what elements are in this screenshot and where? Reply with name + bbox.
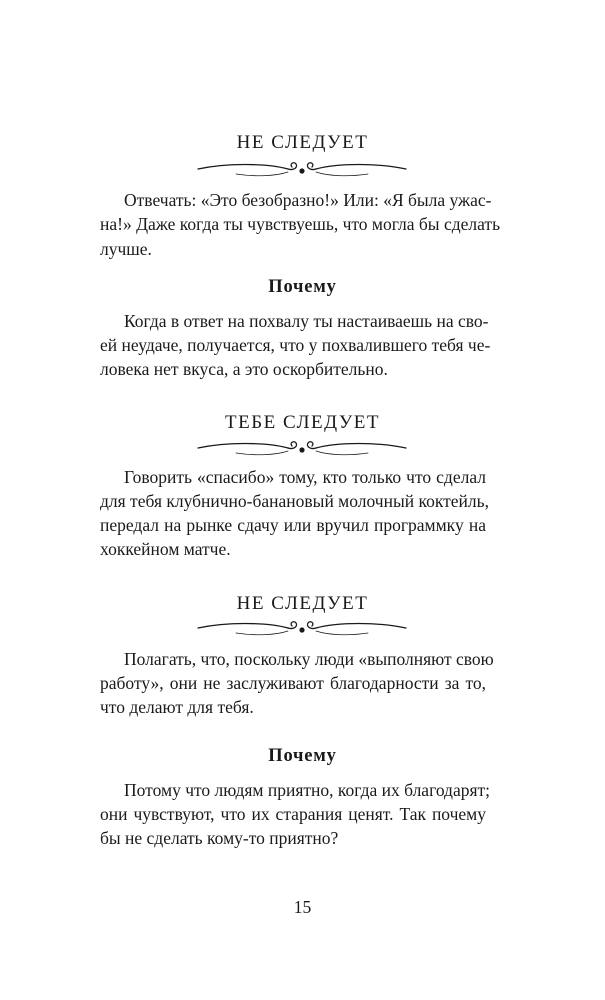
text-line: ловека нет вкуса, а это оскорбительно.: [100, 359, 388, 379]
text-line: Когда в ответ на похвалу ты настаиваешь на сво-: [124, 311, 489, 331]
flourish-ornament-3: [196, 615, 408, 639]
section-heading-dont-2: НЕ СЛЕДУЕТ: [236, 593, 369, 614]
text-line: они чувствуют, что их старания ценят. Так почему: [100, 804, 486, 824]
text-line: Отвечать: «Это безобразно!» Или: «Я была ужас-: [124, 190, 492, 210]
text-line: бы не сделать кому-то приятно?: [100, 828, 339, 848]
subheading-why-2: Почему: [268, 746, 337, 766]
text-line: ей неудаче, получается, что у похвалившего тебя че-: [100, 335, 491, 355]
text-line: Полагать, что, поскольку люди «выполняют свою: [124, 649, 494, 669]
text-line: лучше.: [100, 239, 152, 259]
text-line: работу», они не заслуживают благодарности за то,: [100, 673, 486, 693]
text-line: Говорить «спасибо» тому, кто только что сделал: [124, 467, 486, 487]
text-line: на!» Даже когда ты чувствуешь, что могла бы сделать: [100, 214, 501, 234]
text-line: для тебя клубнично-банановый молочный коктейль,: [100, 491, 489, 511]
text-line: что делают для тебя.: [100, 697, 254, 717]
text-line: хоккейном матче.: [100, 539, 231, 559]
flourish-ornament-2: [196, 435, 408, 459]
text-line: передал на рынке сдачу или вручил программку на: [100, 515, 486, 535]
subheading-why-1: Почему: [268, 277, 337, 297]
section-heading-do: ТЕБЕ СЛЕДУЕТ: [224, 412, 381, 433]
page-number: 15: [293, 897, 312, 917]
text-line: Потому что людям приятно, когда их благодарят;: [124, 780, 491, 800]
section-heading-dont-1: НЕ СЛЕДУЕТ: [236, 132, 369, 153]
flourish-ornament-1: [196, 156, 408, 180]
